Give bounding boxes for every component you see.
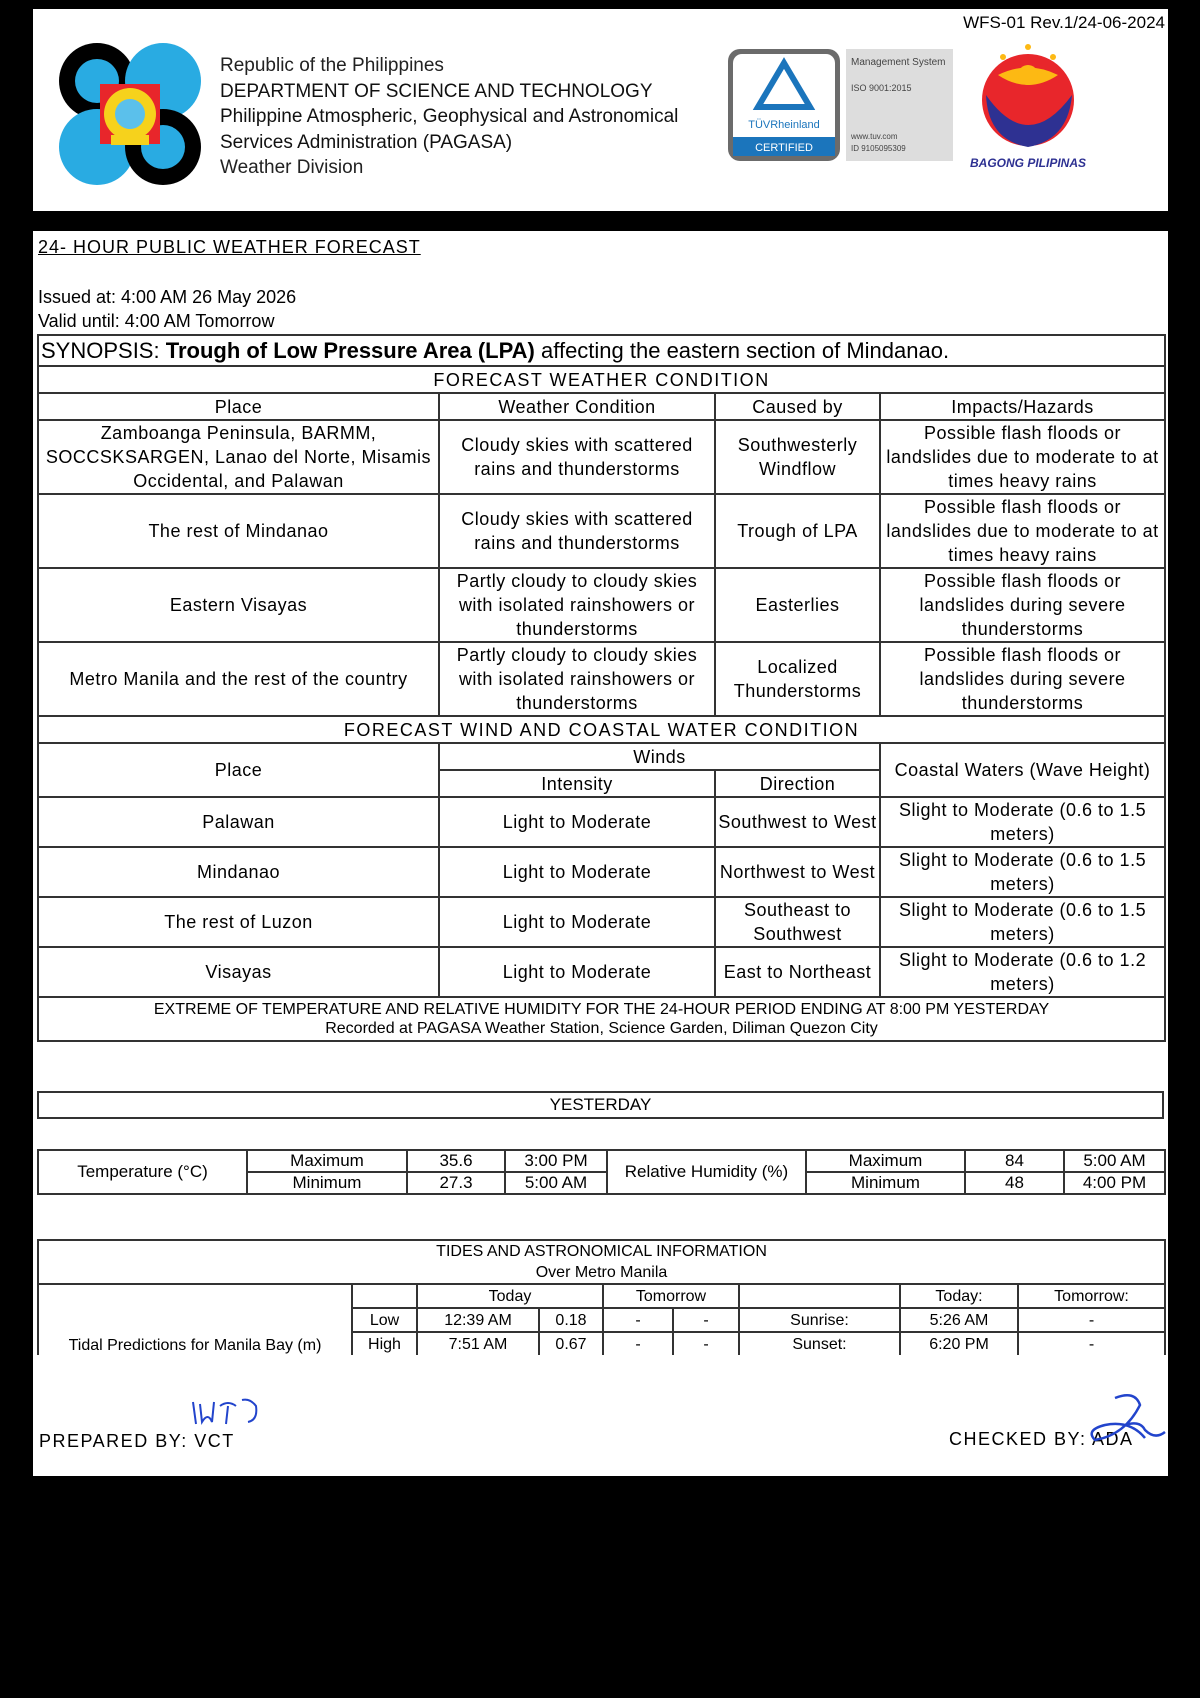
table-row <box>38 568 1165 642</box>
agency-line-4: Services Administration (PAGASA) <box>220 131 513 153</box>
astro-today: 6:20 PM <box>900 1332 1018 1356</box>
agency-line-3: Philippine Atmospheric, Geophysical and Astronomical <box>220 106 679 127</box>
document-title: 24- HOUR PUBLIC WEATHER FORECAST <box>38 237 421 257</box>
astro-label: Sunset: <box>739 1332 900 1356</box>
astro-today-header: Today: <box>900 1284 1018 1308</box>
agency-line-1: Republic of the Philippines <box>220 55 444 76</box>
rh-max-value: 84 <box>965 1150 1064 1172</box>
prepared-by: PREPARED BY: VCT <box>39 1431 235 1451</box>
extremes-heading: EXTREME OF TEMPERATURE AND RELATIVE HUMIDITY FOR THE 24-HOUR PERIOD ENDING AT 8:00 PM YESTERDAY <box>153 1001 1050 1018</box>
coastal-cell: Slight to Moderate (0.6 to 1.5 meters) <box>880 847 1165 897</box>
wind-direction-cell: Southwest to West <box>715 797 880 847</box>
footer-gap <box>33 1458 1168 1476</box>
synopsis <box>38 335 1165 366</box>
tide-time-today: 7:51 AM <box>417 1332 539 1356</box>
place-cell: Metro Manila and the rest of the country <box>38 642 439 716</box>
wind-intensity-cell: Light to Moderate <box>439 897 715 947</box>
place-cell: Eastern Visayas <box>38 568 439 642</box>
bagong-pilipinas-text: BAGONG PILIPINAS <box>969 156 1087 170</box>
wind-direction-cell: Southeast to Southwest <box>715 897 880 947</box>
temp-min-label: Minimum <box>247 1172 407 1194</box>
astro-label: Sunrise: <box>739 1308 900 1332</box>
wind-header-direction: Direction <box>715 770 880 797</box>
tide-height-today: 0.67 <box>539 1332 603 1356</box>
forecast-document <box>33 231 1168 1458</box>
astro-tomorrow: - <box>1018 1308 1165 1332</box>
astro-tomorrow-header: Tomorrow: <box>1018 1284 1165 1308</box>
impact-cell: Possible flash floods or landslides during severe thunderstorms <box>880 642 1165 716</box>
empty-cell <box>739 1284 900 1308</box>
cause-cell: Trough of LPA <box>715 494 880 568</box>
yesterday-header-table <box>37 1091 1164 1119</box>
weather-cell: Cloudy skies with scattered rains and thunderstorms <box>439 494 715 568</box>
wind-header-winds: Winds <box>439 743 880 770</box>
tides-subtitle: Over Metro Manila <box>535 1264 668 1281</box>
wind-intensity-cell: Light to Moderate <box>439 797 715 847</box>
impact-cell: Possible flash floods or landslides due to moderate to at times heavy rains <box>880 494 1165 568</box>
valid-until: Valid until: 4:00 AM Tomorrow <box>38 311 275 331</box>
tidal-predictions-label: Tidal Predictions for Manila Bay (m) <box>38 1284 352 1428</box>
tide-type: Low <box>352 1308 417 1332</box>
tide-time-tomorrow: - <box>603 1332 673 1356</box>
table-row <box>38 847 1165 897</box>
issue-info <box>38 285 296 333</box>
wind-direction-cell: East to Northeast <box>715 947 880 997</box>
tide-height-today: 0.18 <box>539 1308 603 1332</box>
table-row <box>38 897 1165 947</box>
tuv-mgmt: Management System <box>851 57 946 68</box>
synopsis-text: affecting the eastern section of Mindanao. <box>541 337 950 363</box>
rh-min-time: 4:00 PM <box>1064 1172 1165 1194</box>
col-header-impacts: Impacts/Hazards <box>880 393 1165 420</box>
humidity-label: Relative Humidity (%) <box>607 1150 806 1194</box>
impact-cell: Possible flash floods or landslides during severe thunderstorms <box>880 568 1165 642</box>
col-header-place: Place <box>38 393 439 420</box>
preparer-signature-mark <box>190 1392 270 1432</box>
empty-cell <box>352 1284 417 1308</box>
cause-cell: Easterlies <box>715 568 880 642</box>
wind-header-intensity: Intensity <box>439 770 715 797</box>
wind-place-cell: The rest of Luzon <box>38 897 439 947</box>
tuv-web: www.tuv.com <box>851 132 898 141</box>
document-header <box>33 9 1168 211</box>
wind-direction-cell: Northwest to West <box>715 847 880 897</box>
table-row <box>38 797 1165 847</box>
issued-at: Issued at: 4:00 AM 26 May 2026 <box>38 287 297 307</box>
weather-cell: Partly cloudy to cloudy skies with isolated rainshowers or thunderstorms <box>439 642 715 716</box>
temp-max-value: 35.6 <box>407 1150 505 1172</box>
checked-by: CHECKED BY: ADA <box>949 1429 1134 1449</box>
temp-max-time: 3:00 PM <box>505 1150 607 1172</box>
wind-header-place: Place <box>38 743 439 797</box>
weather-cell: Cloudy skies with scattered rains and thunderstorms <box>439 420 715 494</box>
pagasa-logo <box>55 39 205 189</box>
bagong-pilipinas-logo <box>958 35 1098 175</box>
tide-height-tomorrow: - <box>673 1308 739 1332</box>
cause-cell: Localized Thunderstorms <box>715 642 880 716</box>
coastal-cell: Slight to Moderate (0.6 to 1.5 meters) <box>880 897 1165 947</box>
wind-intensity-cell: Light to Moderate <box>439 947 715 997</box>
wind-place-cell: Visayas <box>38 947 439 997</box>
weather-cell: Partly cloudy to cloudy skies with isolated rainshowers or thunderstorms <box>439 568 715 642</box>
cause-cell: Southwesterly Windflow <box>715 420 880 494</box>
checker-signature-mark <box>1085 1390 1167 1450</box>
wind-condition-title: FORECAST WIND AND COASTAL WATER CONDITION <box>38 716 1165 743</box>
wind-place-cell: Mindanao <box>38 847 439 897</box>
tides-heading: TIDES AND ASTRONOMICAL INFORMATION <box>436 1243 767 1260</box>
weather-condition-title: FORECAST WEATHER CONDITION <box>38 366 1165 393</box>
tides-title <box>38 1240 1165 1284</box>
tides-today-header: Today <box>417 1284 603 1308</box>
col-header-weather: Weather Condition <box>439 393 715 420</box>
table-row <box>38 642 1165 716</box>
coastal-cell: Slight to Moderate (0.6 to 1.5 meters) <box>880 797 1165 847</box>
coastal-cell: Slight to Moderate (0.6 to 1.2 meters) <box>880 947 1165 997</box>
tuv-certified: CERTIFIED <box>755 142 813 154</box>
form-code: WFS-01 Rev.1/24-06-2024 <box>963 13 1165 32</box>
tides-tomorrow-header: Tomorrow <box>603 1284 739 1308</box>
temp-max-label: Maximum <box>247 1150 407 1172</box>
synopsis-system: Trough of Low Pressure Area (LPA) <box>165 337 535 363</box>
col-header-caused-by: Caused by <box>715 393 880 420</box>
weather-table <box>37 334 1166 1042</box>
wind-place-cell: Palawan <box>38 797 439 847</box>
astro-today: 5:26 AM <box>900 1308 1018 1332</box>
yesterday-label: YESTERDAY <box>38 1092 1163 1118</box>
tuv-iso: ISO 9001:2015 <box>851 83 912 93</box>
tuv-certification-logo <box>728 45 953 165</box>
rh-min-value: 48 <box>965 1172 1064 1194</box>
tide-height-tomorrow: - <box>673 1332 739 1356</box>
tide-time-tomorrow: - <box>603 1308 673 1332</box>
table-row <box>38 494 1165 568</box>
agency-name <box>220 53 678 181</box>
tuv-name: TÜVRheinland <box>748 119 820 131</box>
place-cell: Zamboanga Peninsula, BARMM, SOCCSKSARGEN, Lanao del Norte, Misamis Occidental, and Palawan <box>38 420 439 494</box>
rh-min-label: Minimum <box>806 1172 965 1194</box>
temperature-label: Temperature (°C) <box>38 1150 247 1194</box>
temp-min-time: 5:00 AM <box>505 1172 607 1194</box>
extremes-table <box>37 1149 1166 1195</box>
astro-tomorrow: - <box>1018 1332 1165 1356</box>
table-row <box>38 947 1165 997</box>
tide-type: High <box>352 1332 417 1356</box>
tuv-id: ID 9105095309 <box>851 144 906 153</box>
extremes-title <box>38 997 1165 1041</box>
synopsis-label: SYNOPSIS: <box>41 337 160 363</box>
temp-min-value: 27.3 <box>407 1172 505 1194</box>
agency-line-5: Weather Division <box>220 157 364 178</box>
impact-cell: Possible flash floods or landslides due to moderate to at times heavy rains <box>880 420 1165 494</box>
tide-time-today: 12:39 AM <box>417 1308 539 1332</box>
agency-line-2: DEPARTMENT OF SCIENCE AND TECHNOLOGY <box>220 80 653 102</box>
rh-max-time: 5:00 AM <box>1064 1150 1165 1172</box>
rh-max-label: Maximum <box>806 1150 965 1172</box>
wind-header-coastal: Coastal Waters (Wave Height) <box>880 743 1165 797</box>
wind-intensity-cell: Light to Moderate <box>439 847 715 897</box>
table-row <box>38 420 1165 494</box>
extremes-subtitle: Recorded at PAGASA Weather Station, Science Garden, Diliman Quezon City <box>325 1020 878 1037</box>
place-cell: The rest of Mindanao <box>38 494 439 568</box>
